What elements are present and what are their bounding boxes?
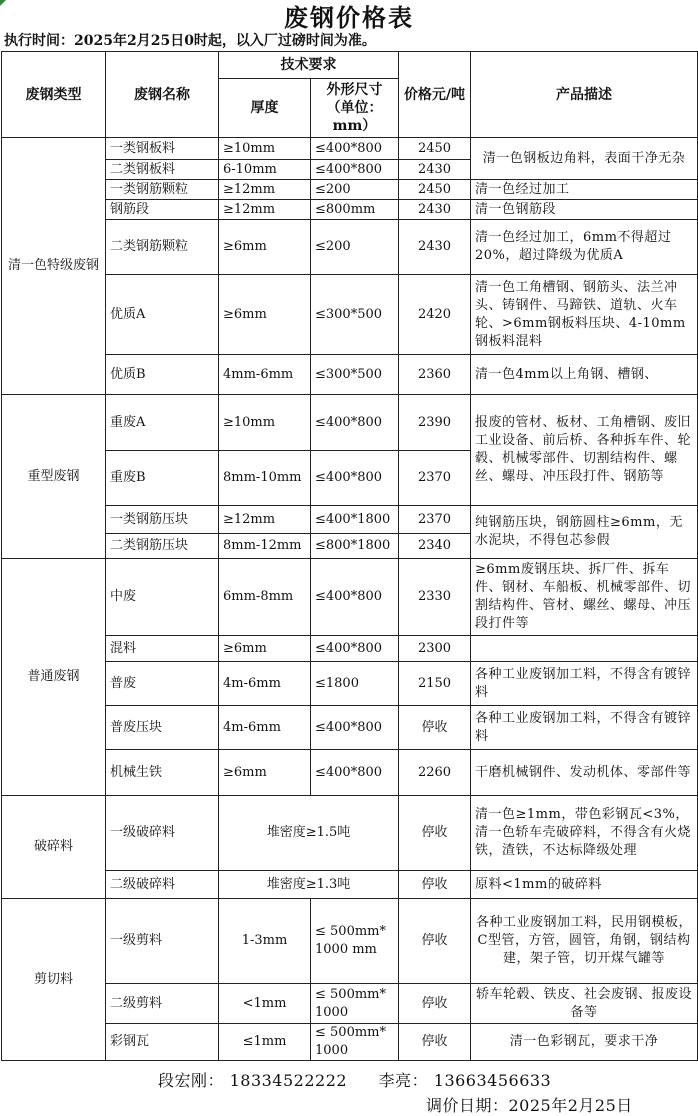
header-thickness: 厚度 (219, 79, 311, 138)
row-size: ≤ 500mm*1000 (311, 984, 399, 1024)
row-name: 普废压块 (106, 706, 219, 750)
contact-line (158, 1068, 577, 1091)
row-desc: 原料<1mm的破碎料 (471, 871, 698, 899)
row-price: 2260 (399, 750, 471, 796)
row-name: 一类钢筋颗粒 (106, 180, 219, 200)
row-name: 彩钢瓦 (106, 1024, 219, 1061)
row-price: 停收 (399, 706, 471, 750)
group-type: 破碎料 (2, 796, 106, 899)
row-price: 2450 (399, 138, 471, 160)
header-tech: 技术要求 (219, 52, 399, 79)
header-size: 外形尺寸（单位：mm） (311, 79, 399, 138)
row-thickness: ≥6mm (219, 750, 311, 796)
row-spec: 堆密度≥1.3吨 (219, 871, 399, 899)
row-size: ≤300*500 (311, 275, 399, 355)
row-name: 二类钢筋颗粒 (106, 220, 219, 275)
row-price: 2330 (399, 559, 471, 636)
table-row (2, 750, 698, 796)
row-price: 停收 (399, 1024, 471, 1061)
row-name: 一类钢板料 (106, 138, 219, 160)
table-row (2, 559, 698, 636)
row-size: ≤400*1800 (311, 506, 399, 534)
row-price: 停收 (399, 984, 471, 1024)
table-row (2, 275, 698, 355)
row-name: 重废A (106, 395, 219, 451)
row-desc: 报废的管材、板材、工角槽钢、废旧工业设备、前后桥、各种拆车件、轮毂、机械零部件、切割结构件、螺丝、螺母、冲压段打件、钢筋等 (471, 395, 698, 506)
row-price: 2360 (399, 355, 471, 395)
row-spec: 堆密度≥1.5吨 (219, 796, 399, 871)
row-desc: 清一色工角槽钢、钢筋头、法兰冲头、铸钢件、马蹄铁、道轨、火车轮、>6mm钢板料压块、4-10mm钢板料混料 (471, 275, 698, 355)
row-desc: 轿车轮毂、铁皮、社会废钢、报废设备等 (471, 984, 698, 1024)
row-size: ≤400*800 (311, 706, 399, 750)
table-row (2, 796, 698, 871)
row-size: ≤ 500mm*1000 mm (311, 899, 399, 984)
row-price: 2370 (399, 451, 471, 506)
table-row (2, 180, 698, 200)
header-name: 废钢名称 (106, 52, 219, 138)
group-type: 剪切料 (2, 899, 106, 1061)
page-title: 废钢价格表 (284, 3, 414, 32)
row-name: 中废 (106, 559, 219, 636)
row-name: 优质B (106, 355, 219, 395)
row-thickness: <1mm (219, 984, 311, 1024)
row-desc: 各种工业废钢加工料，不得含有镀锌料 (471, 706, 698, 750)
row-name: 一级破碎料 (106, 796, 219, 871)
row-thickness: ≥6mm (219, 275, 311, 355)
contact-person-2: 李亮： 13663456633 (378, 1071, 552, 1090)
row-size: ≤800mm (311, 200, 399, 220)
row-name: 二级破碎料 (106, 871, 219, 899)
group-type: 普通废钢 (2, 559, 106, 796)
table-row (2, 984, 698, 1024)
table-row (2, 636, 698, 662)
row-price: 2450 (399, 180, 471, 200)
row-desc: 清一色≥1mm，带色彩钢瓦<3%，清一色轿车壳破碎料，不得含有火烧铁，渣铁，不达标降级处理 (471, 796, 698, 871)
row-price: 2390 (399, 395, 471, 451)
row-thickness: 4mm-6mm (219, 355, 311, 395)
row-size: ≤1800 (311, 662, 399, 706)
row-price: 停收 (399, 796, 471, 871)
row-name: 二类钢筋压块 (106, 534, 219, 559)
table-row (2, 138, 698, 160)
row-thickness: ≥6mm (219, 220, 311, 275)
row-thickness: 8mm-12mm (219, 534, 311, 559)
row-thickness: 4m-6mm (219, 662, 311, 706)
row-desc: 各种工业废钢加工料，不得含有镀锌料 (471, 662, 698, 706)
row-price: 2370 (399, 506, 471, 534)
contact-person-1: 段宏刚： 18334522222 (158, 1071, 348, 1090)
row-size: ≤400*800 (311, 138, 399, 160)
table-row (2, 395, 698, 451)
row-size: ≤ 500mm*1000 (311, 1024, 399, 1061)
row-price: 2340 (399, 534, 471, 559)
row-price: 停收 (399, 899, 471, 984)
group-type: 重型废钢 (2, 395, 106, 559)
row-price: 2300 (399, 636, 471, 662)
row-price: 停收 (399, 871, 471, 899)
row-thickness: ≥10mm (219, 138, 311, 160)
row-thickness: ≥12mm (219, 200, 311, 220)
row-thickness: 6-10mm (219, 160, 311, 180)
row-desc: ≥6mm废钢压块、拆厂件、拆车件、钢材、车船板、机械零部件、切割结构件、管材、螺丝、螺母、冲压段打件等 (471, 559, 698, 636)
row-size: ≤800*1800 (311, 534, 399, 559)
row-desc: 清一色4mm以上角钢、槽钢、 (471, 355, 698, 395)
row-thickness: 1-3mm (219, 899, 311, 984)
row-size: ≤400*800 (311, 451, 399, 506)
row-desc: 各种工业废钢加工料，民用钢模板，C型管，方管，圆管，角钢，钢结构建，架子管，切开煤气罐等 (471, 899, 698, 984)
header-price: 价格元/吨 (399, 52, 471, 138)
row-name: 机械生铁 (106, 750, 219, 796)
row-desc: 干磨机械钢件、发动机体、零部件等 (471, 750, 698, 796)
row-desc: 清一色经过加工，6mm不得超过20%，超过降级为优质A (471, 220, 698, 275)
row-size: ≤200 (311, 220, 399, 275)
row-size: ≤300*500 (311, 355, 399, 395)
row-thickness: ≥12mm (219, 180, 311, 200)
table-row (2, 1024, 698, 1061)
row-name: 二类钢板料 (106, 160, 219, 180)
table-row (2, 662, 698, 706)
row-size: ≤400*800 (311, 559, 399, 636)
row-price: 2150 (399, 662, 471, 706)
row-desc: 清一色经过加工 (471, 180, 698, 200)
row-thickness: ≤1mm (219, 1024, 311, 1061)
row-thickness: 8mm-10mm (219, 451, 311, 506)
row-thickness: ≥6mm (219, 636, 311, 662)
header-type: 废钢类型 (2, 52, 106, 138)
row-desc: 纯钢筋压块，钢筋圆柱≥6mm，无水泥块，不得包芯参假 (471, 506, 698, 559)
price-adjust-date: 调价日期：2025年2月25日 (426, 1096, 633, 1115)
row-price: 2430 (399, 200, 471, 220)
row-size: ≤400*800 (311, 160, 399, 180)
row-thickness: 6mm-8mm (219, 559, 311, 636)
group-type: 清一色特级废钢 (2, 138, 106, 395)
row-name: 优质A (106, 275, 219, 355)
row-thickness: ≥10mm (219, 395, 311, 451)
row-price: 2430 (399, 220, 471, 275)
row-size: ≤200 (311, 180, 399, 200)
row-name: 重废B (106, 451, 219, 506)
row-price: 2430 (399, 160, 471, 180)
row-name: 钢筋段 (106, 200, 219, 220)
row-size: ≤400*800 (311, 395, 399, 451)
row-thickness: 4m-6mm (219, 706, 311, 750)
row-desc (471, 636, 698, 662)
table-row (2, 200, 698, 220)
row-price: 2420 (399, 275, 471, 355)
row-desc: 清一色钢板边角料，表面干净无杂 (471, 138, 698, 180)
row-desc: 清一色钢筋段 (471, 200, 698, 220)
effective-notice: 执行时间：2025年2月25日0时起，以入厂过磅时间为准。 (4, 33, 376, 49)
table-row (2, 899, 698, 984)
row-size: ≤400*800 (311, 750, 399, 796)
row-name: 一级剪料 (106, 899, 219, 984)
row-name: 混料 (106, 636, 219, 662)
price-table (1, 51, 698, 1061)
row-thickness: ≥12mm (219, 506, 311, 534)
table-row (2, 355, 698, 395)
table-row (2, 871, 698, 899)
row-size: ≤400*800 (311, 636, 399, 662)
table-row (2, 220, 698, 275)
row-name: 二级剪料 (106, 984, 219, 1024)
table-row (2, 706, 698, 750)
table-row (2, 506, 698, 534)
row-name: 一类钢筋压块 (106, 506, 219, 534)
row-desc: 清一色彩钢瓦，要求干净 (471, 1024, 698, 1061)
header-desc: 产品描述 (471, 52, 698, 138)
row-name: 普废 (106, 662, 219, 706)
